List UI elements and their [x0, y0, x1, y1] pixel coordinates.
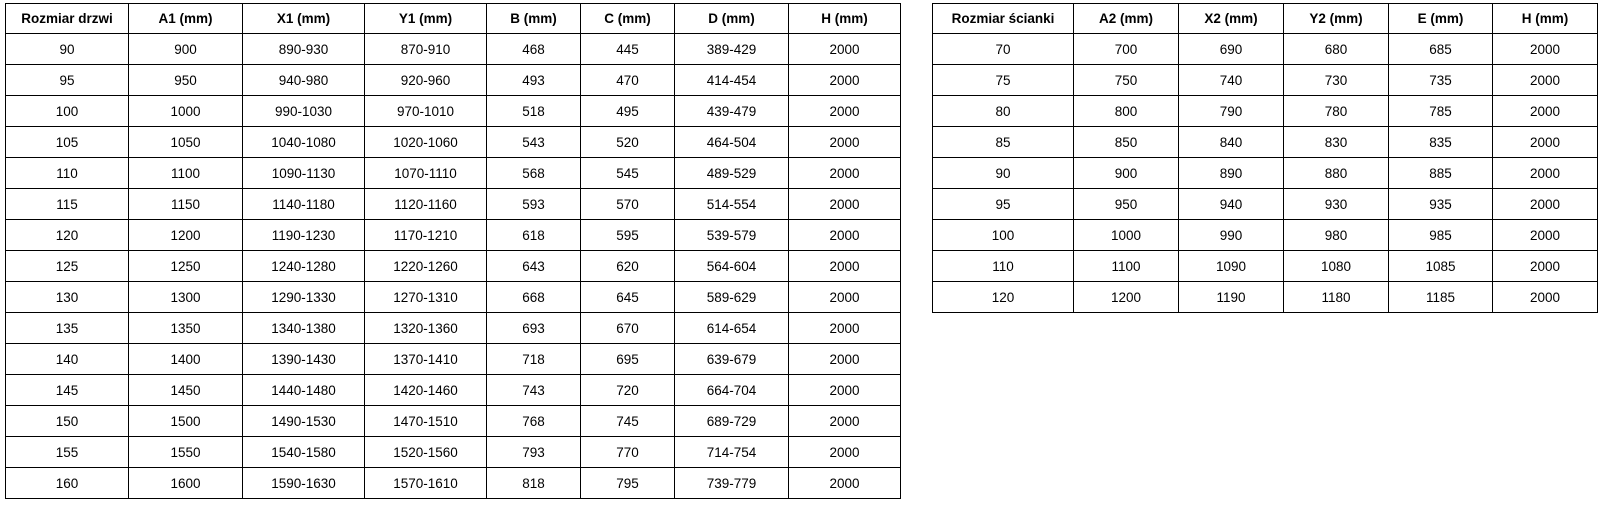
table-row [933, 158, 1598, 189]
table-row [6, 437, 901, 468]
cell: 890-930 [243, 34, 365, 65]
column-header: H (mm) [789, 4, 901, 34]
cell: 664-704 [675, 375, 789, 406]
cell: 1520-1560 [365, 437, 487, 468]
cell: 495 [581, 96, 675, 127]
cell: 150 [6, 406, 129, 437]
cell: 795 [581, 468, 675, 499]
cell: 840 [1179, 127, 1284, 158]
cell: 105 [6, 127, 129, 158]
column-header: Y1 (mm) [365, 4, 487, 34]
cell: 470 [581, 65, 675, 96]
cell: 110 [6, 158, 129, 189]
table-row [6, 34, 901, 65]
cell: 1390-1430 [243, 344, 365, 375]
cell: 1250 [129, 251, 243, 282]
cell: 980 [1284, 220, 1389, 251]
cell: 818 [487, 468, 581, 499]
column-header: D (mm) [675, 4, 789, 34]
cell: 739-779 [675, 468, 789, 499]
cell: 2000 [789, 189, 901, 220]
cell: 2000 [789, 251, 901, 282]
cell: 445 [581, 34, 675, 65]
cell: 489-529 [675, 158, 789, 189]
cell: 1340-1380 [243, 313, 365, 344]
cell: 95 [933, 189, 1074, 220]
cell: 693 [487, 313, 581, 344]
cell: 940 [1179, 189, 1284, 220]
cell: 745 [581, 406, 675, 437]
cell: 110 [933, 251, 1074, 282]
cell: 1270-1310 [365, 282, 487, 313]
cell: 743 [487, 375, 581, 406]
cell: 2000 [789, 158, 901, 189]
table-row [6, 96, 901, 127]
cell: 990-1030 [243, 96, 365, 127]
cell: 543 [487, 127, 581, 158]
cell: 750 [1074, 65, 1179, 96]
cell: 1150 [129, 189, 243, 220]
cell: 790 [1179, 96, 1284, 127]
cell: 389-429 [675, 34, 789, 65]
cell: 1590-1630 [243, 468, 365, 499]
cell: 2000 [789, 127, 901, 158]
cell: 940-980 [243, 65, 365, 96]
column-header: X1 (mm) [243, 4, 365, 34]
cell: 1080 [1284, 251, 1389, 282]
cell: 2000 [1493, 65, 1598, 96]
table-row [933, 34, 1598, 65]
cell: 695 [581, 344, 675, 375]
column-header: A1 (mm) [129, 4, 243, 34]
cell: 464-504 [675, 127, 789, 158]
cell: 643 [487, 251, 581, 282]
cell: 1000 [1074, 220, 1179, 251]
cell: 768 [487, 406, 581, 437]
table-row [6, 344, 901, 375]
cell: 1440-1480 [243, 375, 365, 406]
cell: 2000 [789, 220, 901, 251]
cell: 518 [487, 96, 581, 127]
cell: 880 [1284, 158, 1389, 189]
cell: 614-654 [675, 313, 789, 344]
cell: 1570-1610 [365, 468, 487, 499]
table-row [6, 220, 901, 251]
cell: 2000 [789, 96, 901, 127]
cell: 545 [581, 158, 675, 189]
cell: 564-604 [675, 251, 789, 282]
cell: 468 [487, 34, 581, 65]
cell: 850 [1074, 127, 1179, 158]
cell: 568 [487, 158, 581, 189]
cell: 920-960 [365, 65, 487, 96]
cell: 985 [1389, 220, 1493, 251]
cell: 835 [1389, 127, 1493, 158]
cell: 2000 [1493, 220, 1598, 251]
table-row [6, 282, 901, 313]
cell: 120 [933, 282, 1074, 313]
column-header: H (mm) [1493, 4, 1598, 34]
cell: 890 [1179, 158, 1284, 189]
column-header: A2 (mm) [1074, 4, 1179, 34]
cell: 514-554 [675, 189, 789, 220]
cell: 1320-1360 [365, 313, 487, 344]
cell: 1020-1060 [365, 127, 487, 158]
cell: 1190 [1179, 282, 1284, 313]
column-header: Rozmiar ścianki [933, 4, 1074, 34]
cell: 2000 [789, 406, 901, 437]
cell: 720 [581, 375, 675, 406]
table-row [933, 251, 1598, 282]
cell: 120 [6, 220, 129, 251]
cell: 740 [1179, 65, 1284, 96]
cell: 714-754 [675, 437, 789, 468]
walls-dimensions-table-container [932, 3, 1598, 313]
cell: 1350 [129, 313, 243, 344]
cell: 2000 [1493, 282, 1598, 313]
table-row [6, 189, 901, 220]
cell: 1120-1160 [365, 189, 487, 220]
cell: 1290-1330 [243, 282, 365, 313]
cell: 2000 [789, 313, 901, 344]
table-row [933, 65, 1598, 96]
cell: 1170-1210 [365, 220, 487, 251]
cell: 1200 [1074, 282, 1179, 313]
cell: 730 [1284, 65, 1389, 96]
table-header-row [933, 4, 1598, 34]
cell: 100 [933, 220, 1074, 251]
cell: 140 [6, 344, 129, 375]
cell: 595 [581, 220, 675, 251]
cell: 680 [1284, 34, 1389, 65]
table-row [6, 313, 901, 344]
table-row [6, 251, 901, 282]
cell: 1400 [129, 344, 243, 375]
cell: 520 [581, 127, 675, 158]
cell: 885 [1389, 158, 1493, 189]
cell: 1090-1130 [243, 158, 365, 189]
cell: 1180 [1284, 282, 1389, 313]
table-row [6, 375, 901, 406]
cell: 589-629 [675, 282, 789, 313]
cell: 639-679 [675, 344, 789, 375]
cell: 1500 [129, 406, 243, 437]
column-header: C (mm) [581, 4, 675, 34]
cell: 2000 [1493, 96, 1598, 127]
cell: 2000 [789, 344, 901, 375]
cell: 1140-1180 [243, 189, 365, 220]
cell: 690 [1179, 34, 1284, 65]
cell: 1220-1260 [365, 251, 487, 282]
table-header-row [6, 4, 901, 34]
cell: 1600 [129, 468, 243, 499]
cell: 145 [6, 375, 129, 406]
cell: 1040-1080 [243, 127, 365, 158]
cell: 160 [6, 468, 129, 499]
cell: 1190-1230 [243, 220, 365, 251]
cell: 1470-1510 [365, 406, 487, 437]
cell: 950 [1074, 189, 1179, 220]
cell: 793 [487, 437, 581, 468]
column-header: X2 (mm) [1179, 4, 1284, 34]
cell: 2000 [1493, 127, 1598, 158]
cell: 689-729 [675, 406, 789, 437]
cell: 115 [6, 189, 129, 220]
cell: 1300 [129, 282, 243, 313]
cell: 2000 [789, 282, 901, 313]
table-row [933, 127, 1598, 158]
cell: 830 [1284, 127, 1389, 158]
cell: 539-579 [675, 220, 789, 251]
cell: 1100 [1074, 251, 1179, 282]
cell: 618 [487, 220, 581, 251]
cell: 2000 [789, 375, 901, 406]
cell: 1085 [1389, 251, 1493, 282]
cell: 130 [6, 282, 129, 313]
cell: 135 [6, 313, 129, 344]
cell: 2000 [1493, 34, 1598, 65]
cell: 1185 [1389, 282, 1493, 313]
cell: 1000 [129, 96, 243, 127]
cell: 950 [129, 65, 243, 96]
table-row [933, 220, 1598, 251]
cell: 700 [1074, 34, 1179, 65]
cell: 1070-1110 [365, 158, 487, 189]
cell: 670 [581, 313, 675, 344]
table-row [6, 158, 901, 189]
cell: 668 [487, 282, 581, 313]
cell: 1200 [129, 220, 243, 251]
cell: 970-1010 [365, 96, 487, 127]
cell: 770 [581, 437, 675, 468]
cell: 439-479 [675, 96, 789, 127]
cell: 785 [1389, 96, 1493, 127]
cell: 990 [1179, 220, 1284, 251]
table-row [6, 468, 901, 499]
cell: 125 [6, 251, 129, 282]
cell: 935 [1389, 189, 1493, 220]
column-header: Rozmiar drzwi [6, 4, 129, 34]
cell: 80 [933, 96, 1074, 127]
cell: 800 [1074, 96, 1179, 127]
cell: 2000 [789, 437, 901, 468]
table-row [933, 282, 1598, 313]
column-header: Y2 (mm) [1284, 4, 1389, 34]
column-header: B (mm) [487, 4, 581, 34]
cell: 155 [6, 437, 129, 468]
cell: 95 [6, 65, 129, 96]
cell: 1550 [129, 437, 243, 468]
cell: 620 [581, 251, 675, 282]
cell: 930 [1284, 189, 1389, 220]
cell: 1490-1530 [243, 406, 365, 437]
doors-dimensions-table [5, 3, 901, 499]
cell: 900 [1074, 158, 1179, 189]
cell: 2000 [1493, 158, 1598, 189]
cell: 1090 [1179, 251, 1284, 282]
walls-dimensions-table [932, 3, 1598, 313]
cell: 70 [933, 34, 1074, 65]
table-row [6, 127, 901, 158]
cell: 75 [933, 65, 1074, 96]
table-row [933, 96, 1598, 127]
cell: 1540-1580 [243, 437, 365, 468]
column-header: E (mm) [1389, 4, 1493, 34]
cell: 1420-1460 [365, 375, 487, 406]
cell: 90 [6, 34, 129, 65]
cell: 593 [487, 189, 581, 220]
cell: 1450 [129, 375, 243, 406]
cell: 90 [933, 158, 1074, 189]
cell: 900 [129, 34, 243, 65]
table-row [933, 189, 1598, 220]
cell: 2000 [789, 65, 901, 96]
cell: 1370-1410 [365, 344, 487, 375]
cell: 1240-1280 [243, 251, 365, 282]
cell: 2000 [1493, 189, 1598, 220]
cell: 645 [581, 282, 675, 313]
doors-dimensions-table-container [5, 3, 901, 499]
cell: 685 [1389, 34, 1493, 65]
cell: 718 [487, 344, 581, 375]
cell: 1100 [129, 158, 243, 189]
cell: 2000 [1493, 251, 1598, 282]
cell: 414-454 [675, 65, 789, 96]
table-row [6, 406, 901, 437]
cell: 570 [581, 189, 675, 220]
cell: 2000 [789, 468, 901, 499]
cell: 2000 [789, 34, 901, 65]
cell: 780 [1284, 96, 1389, 127]
cell: 100 [6, 96, 129, 127]
cell: 735 [1389, 65, 1493, 96]
cell: 493 [487, 65, 581, 96]
cell: 870-910 [365, 34, 487, 65]
cell: 1050 [129, 127, 243, 158]
table-row [6, 65, 901, 96]
cell: 85 [933, 127, 1074, 158]
